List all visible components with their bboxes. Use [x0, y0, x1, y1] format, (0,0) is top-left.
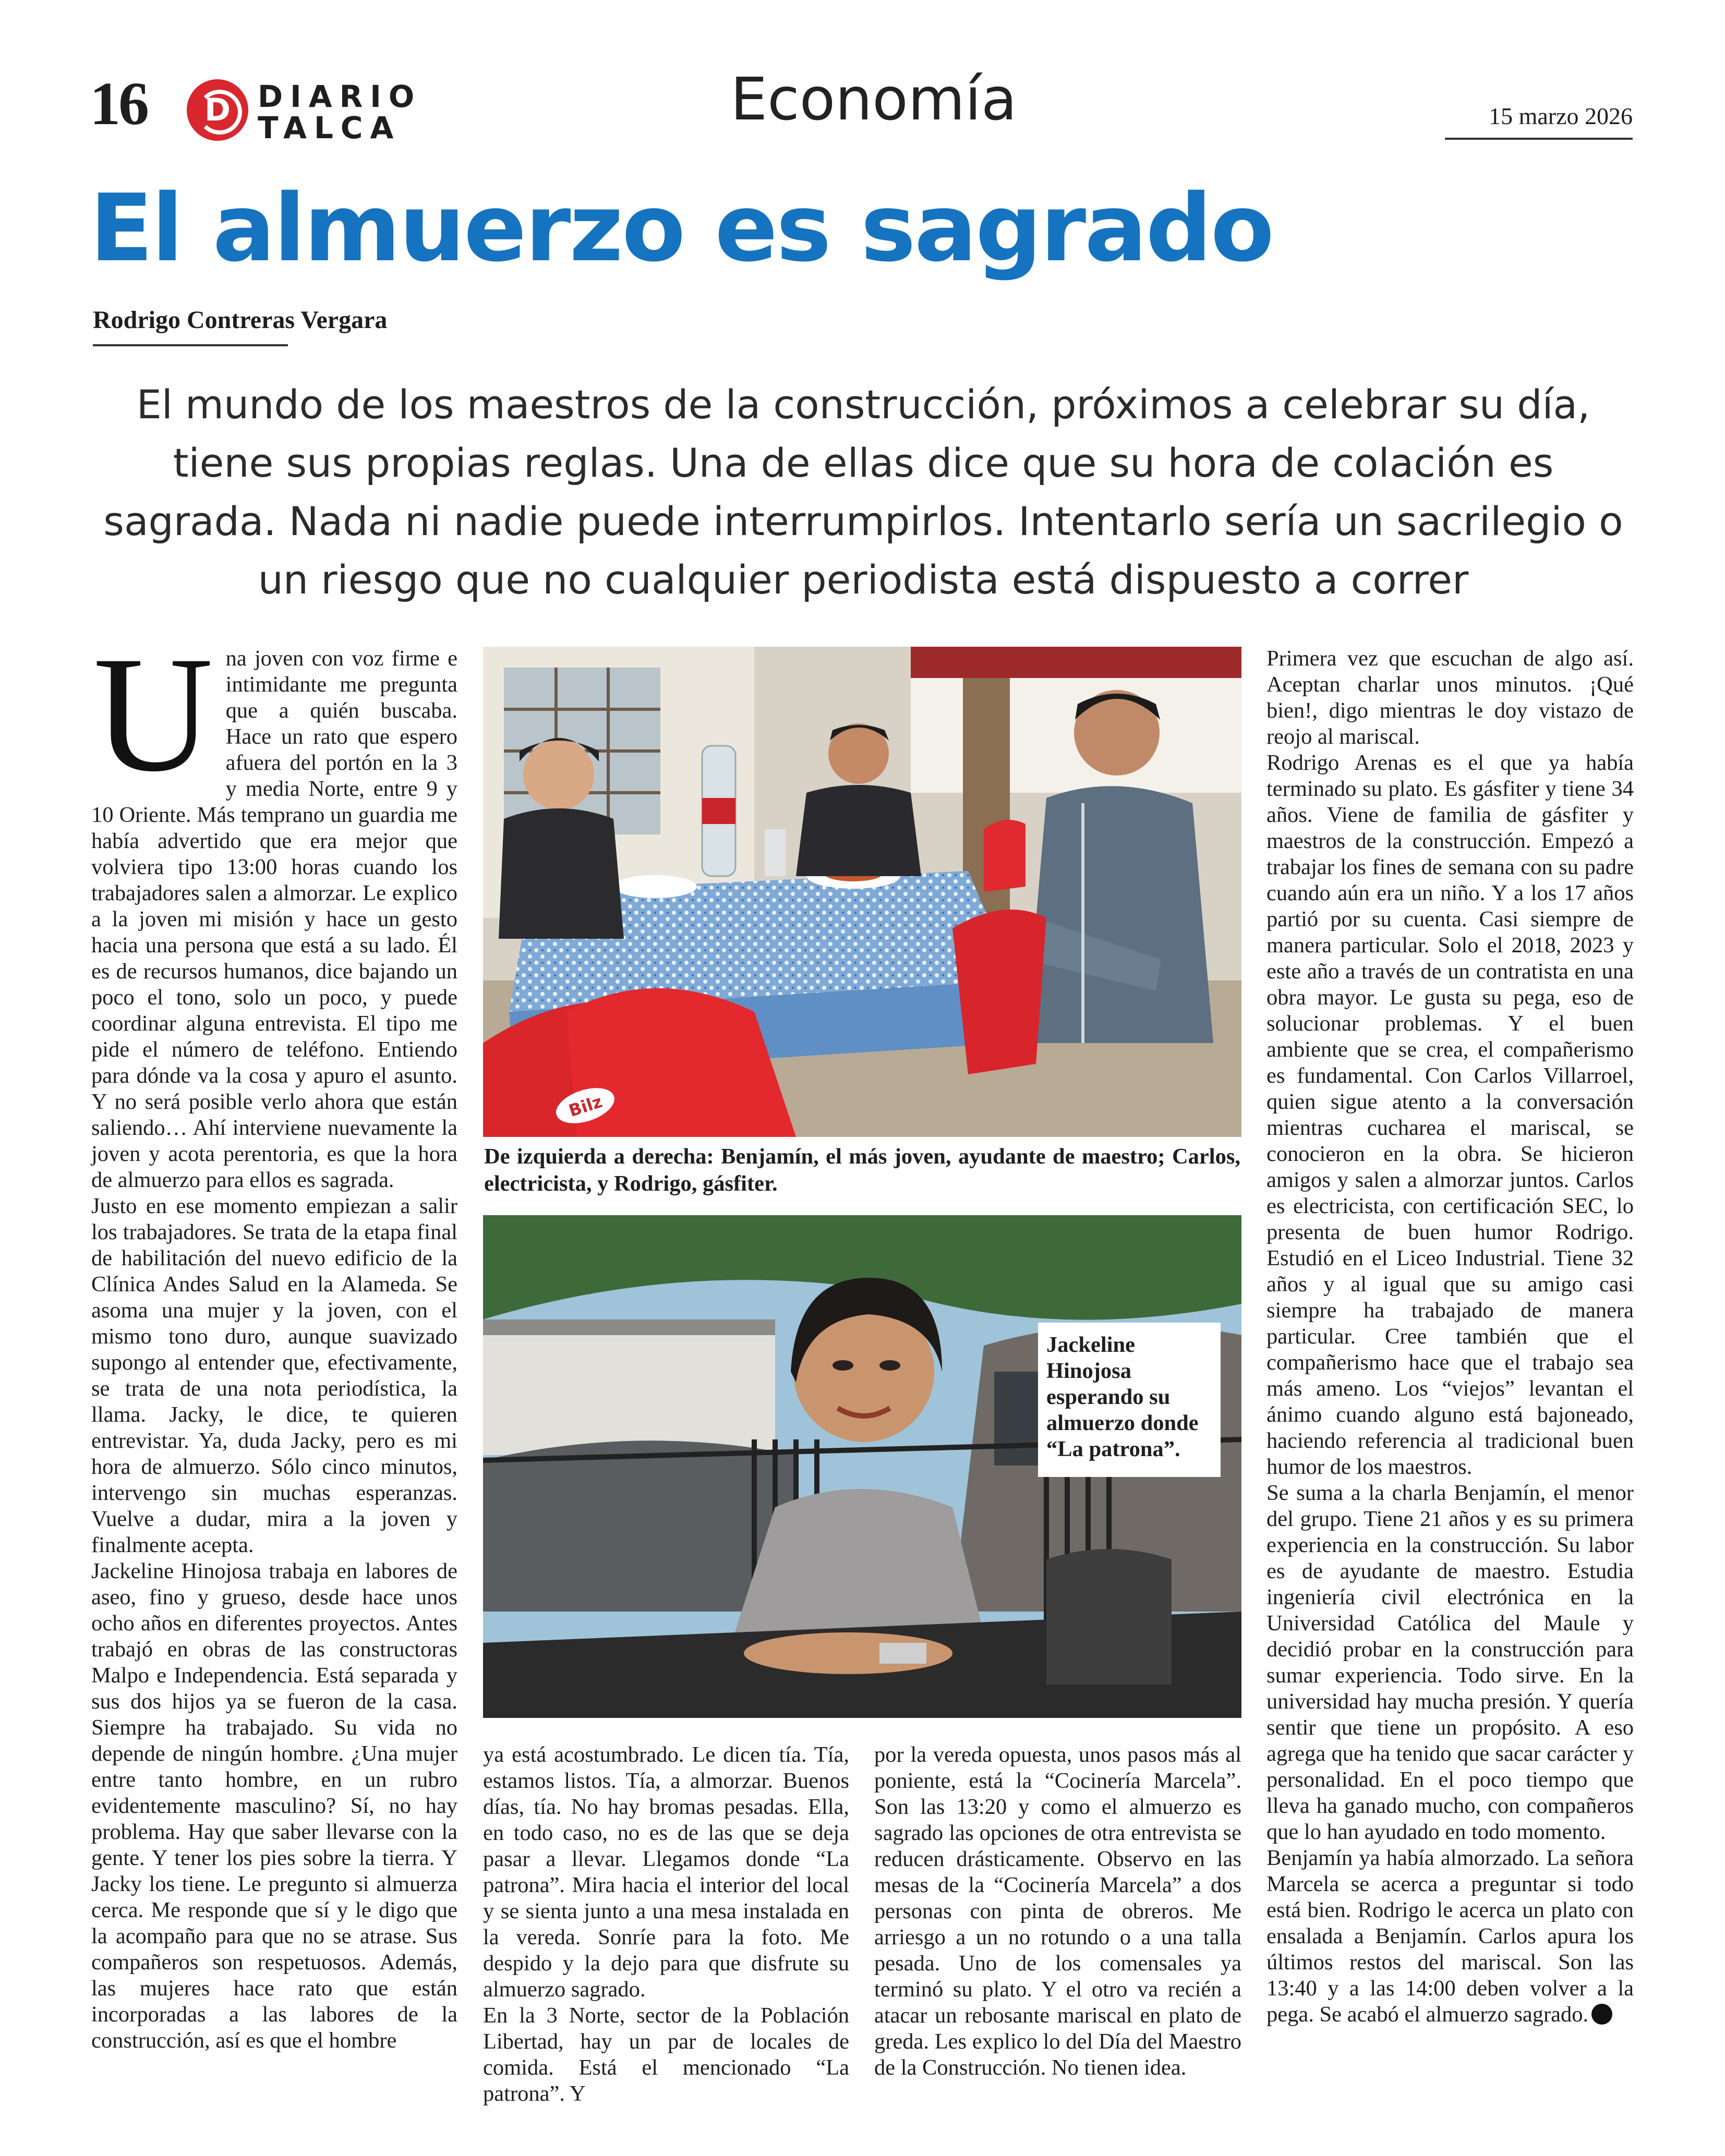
photo-workers-at-table [483, 647, 1241, 1137]
photo1-caption: De izquierda a derecha: Benjamín, el más joven, ayudante de maestro; Carlos, electricista, y Rodrigo, gásfiter. [484, 1144, 1240, 1196]
article-paragraph [91, 622, 457, 1193]
photo-workers-illustration [483, 647, 1241, 1137]
newspaper-logo [187, 79, 422, 146]
paragraph-text: na joven con voz firme e intimidante me pregunta que a quién buscaba. Hace un rato que espero afuera del portón en la 3 y media Norte, entre 9 y 10 Oriente. Más temprano un guardia me había advertido que era mejor que volviera tipo 13:00 horas cuando los trabajadores salen a almorzar. Le explico a la joven mi misión y hace un gesto hacia una persona que está a su lado. Él es de recursos humanos, dice bajando un poco el tono, solo un poco, y puede coordinar alguna entrevista. El tipo me pide el número de teléfono. Entiendo para dónde va la cosa y apuro el asunto. Y no será posible verlo ahora que están saliendo… Ahí interviene nuevamente la joven y acota perentoria, es que la hora de almuerzo para ellos es sagrada. [91, 646, 457, 1192]
article-paragraph: Rodrigo Arenas es el que ya había terminado su plato. Es gásfiter y tiene 34 años. Viene de familia de gásfiter y maestros de la construcción. Empezó a trabajar los fines de semana con su padre cuando aún era un niño. Y a los 17 años partió por su cuenta. Casi siempre de manera particular. Solo el 2018, 2023 y este año a través de un contratista en una obra mayor. Le gusta su pega, eso de solucionar problemas. Y el buen ambiente que se crea, el compañerismo es fundamental. Con Carlos Villarroel, quien sigue atento a la conversación mientras cucharea el mariscal, se conocieron en la obra. Se hicieron amigos y salen a almorzar juntos. Carlos es electricista, con certificación SEC, lo presenta de buen humor Rodrigo. Estudió en el Liceo Industrial. Tiene 32 años y al igual que su amigo casi siempre ha trabajado de manera particular. Cree también que el compañerismo hace que el trabajo sea más ameno. Los “viejos” levantan el ánimo cuando alguno está bajoneado, haciendo referencia al tradicional buen humor de los maestros. [1266, 750, 1634, 1479]
article-paragraph: Jackeline Hinojosa trabaja en labores de aseo, fino y grueso, desde hace unos ocho años en diferentes proyectos. Antes trabajó en obras de las constructoras Malpo e Independencia. Está separada y sus dos hijos ya se fueron de la casa. Siempre ha trabajado. Su vida no depende de ningún hombre. ¿Una mujer entre tanto hombre, en un rubro evidentemente masculino? Sí, no hay problema. Hay que saber llevarse con la gente. Y tener los pies sobre la tierra. Y Jacky los tiene. Le pregunto si almuerza cerca. Me responde que sí y le digo que la acompaño para que no se atrase. Sus compañeros son respetuosos. Además, las mujeres hace rato que están incorporadas a las labores de la construcción, así es que el hombre [91, 1559, 457, 2053]
end-mark-icon [1591, 2004, 1612, 2025]
article-headline: El almuerzo es sagrado [90, 174, 1273, 282]
photo2-caption-box [1038, 1323, 1221, 1477]
article-column-1 [91, 622, 457, 2054]
article-column-2 [483, 1742, 849, 2107]
article-paragraph: En la 3 Norte, sector de la Población Libertad, hay un par de locales de comida. Está el mencionado “La patrona”. Y [483, 2003, 849, 2106]
logo-word-talca: TALCA [258, 110, 401, 146]
chair-print-text: Bilz [566, 1091, 605, 1121]
article-paragraph: Primera vez que escuchan de algo así. Aceptan charlar unos minutos. ¡Qué bien!, digo mientras le doy vistazo de reojo al mariscal. [1266, 646, 1634, 749]
drop-cap: U [93, 622, 213, 806]
article-paragraph: por la vereda opuesta, unos pasos más al poniente, está la “Cocinería Marcela”. Son las 13:20 y como el almuerzo es sagrado las opciones de otra entrevista se reducen drásticamente. Observo en las mesas de la “Cocinería Marcela” a dos personas con pinta de obreros. Me arriesgo a un no rotundo o a una talla pesada. Uno de los comensales ya terminó su plato. Y el otro va recién a atacar un rebosante mariscal en plato de greda. Les explico lo del Día del Maestro de la Construcción. No tienen idea. [874, 1742, 1241, 2080]
logo-word-diario: DIARIO [258, 79, 422, 114]
article-paragraph: Se suma a la charla Benjamín, el menor del grupo. Tiene 21 años y es su primera experiencia en la construcción. Su labor es de ayudante de maestro. Estudia ingeniería civil electrónica en la Universidad Católica del Maule y decidió probar en la construcción para sumar experiencia. Todo sirve. En la universidad hay mucha presión. Y quería sentir que tiene un propósito. A eso agrega que ha tenido que sacar carácter y personalidad. En el poco tiempo que lleva ha ganado mucho, con compañeros que lo han ayudado en todo momento. [1266, 1481, 1634, 1844]
article-paragraph: Justo en ese momento empiezan a salir los trabajadores. Se trata de la etapa final de habilitación del nuevo edificio de la Clínica Andes Salud en la Alameda. Se asoma una mujer y la joven, con el mismo tono duro, aunque suavizado supongo al entender que, efectivamente, se trata de una nota periodística, la llama. Jacky, le dice, te quieren entrevistar. Ya, duda Jacky, pero es mi hora de almuerzo. Sólo cinco minutos, intervengo sin muchas esperanzas. Vuelve a dudar, mira a la joven y finalmente acepta. [91, 1194, 457, 1557]
page-number: 16 [90, 69, 147, 138]
issue-date: 15 marzo 2026 [1489, 103, 1633, 129]
article-column-3 [874, 1742, 1241, 2081]
section-title: Economía [730, 66, 1017, 134]
byline-rule [93, 344, 288, 346]
photo2-caption: Jackeline Hinojosa esperando su almuerzo donde “La patrona”. [1046, 1333, 1199, 1461]
article-paragraph: ya está acostumbrado. Le dicen tía. Tía, estamos listos. Tía, a almorzar. Buenos días, tía. No hay bromas pesadas. Ella, en todo caso, no es de las que se deja pasar a llevar. Llegamos donde “La patrona”. Mira hacia el interior del local y se sienta junto a una mesa instalada en la vereda. Sonríe para la foto. Me despido y la dejo para que disfrute su almuerzo sagrado. [483, 1742, 849, 2002]
paragraph-text: Benjamín ya había almorzado. La señora Marcela se acerca a preguntar si todo está bien. Rodrigo le acerca un plato con ensalada a Benjamín. Carlos apura los últimos restos del mariscal. Son las 13:40 y a las 14:00 deben volver a la pega. Se acabó el almuerzo sagrado. [1266, 1846, 1634, 2027]
article-paragraph [1266, 1845, 1634, 2028]
article-lead: El mundo de los maestros de la construcción, próximos a celebrar su día, tiene sus propias reglas. Una de ellas dice que su hora de colación es sagrada. Nada ni nadie puede interrumpirlos. Intentarlo sería un sacrilegio o un riesgo que no cualquier periodista está dispuesto a correr [103, 381, 1623, 603]
article-column-4 [1266, 646, 1634, 2028]
date-rule [1445, 138, 1633, 140]
logo-letter: D [204, 92, 231, 128]
article-byline: Rodrigo Contreras Vergara [93, 306, 388, 334]
